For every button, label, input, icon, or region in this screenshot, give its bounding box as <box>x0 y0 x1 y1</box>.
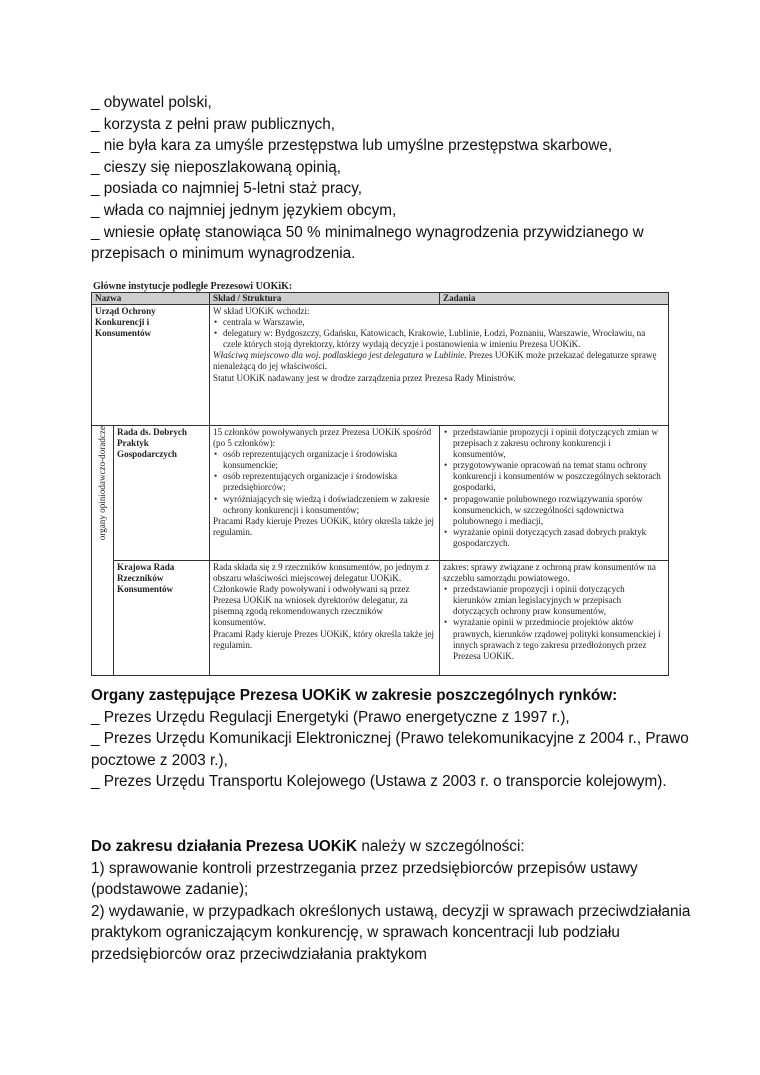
table-header-row <box>92 293 669 305</box>
replacement-organs-section <box>91 685 701 793</box>
list-item: • osób reprezentujących organizacje i środowiska przedsiębiorców; <box>223 471 436 493</box>
header-sklad: Skład / Struktura <box>210 293 440 305</box>
list-item: • przedstawianie propozycji i opinii dotyczących kierunków zmian legislacyjnych w przepisach dotyczących ochrony praw konsumentów, <box>453 584 665 617</box>
uokik-institutions-table <box>91 281 668 678</box>
rada-name: Rada ds. Dobrych Praktyk Gospodarczych <box>114 426 210 561</box>
krajowa-name: Krajowa Rada Rzeczników Konsumentów <box>114 561 210 676</box>
table-row <box>92 426 669 561</box>
list-item: • przedstawianie propozycji i opinii dotyczących zmian w przepisach z zakresu ochrony konkurencji i konsumentów, <box>453 427 665 460</box>
urzad-note-rest: Prezes UOKiK może przekazać delegaturze sprawę nienależącą do jej właściwości. <box>213 350 657 372</box>
group-label-cell <box>92 426 114 676</box>
krajowa-structure <box>210 561 440 676</box>
krajowa-task-list <box>443 584 665 662</box>
rada-task-list <box>443 427 665 549</box>
table-row <box>92 561 669 676</box>
requirement-line: _ włada co najmniej jednym językiem obcym, <box>91 201 397 219</box>
section-heading: Organy zastępujące Prezesa UOKiK w zakresie poszczególnych rynków: <box>91 687 618 704</box>
requirement-line: _ wniesie opłatę stanowiąca 50 % minimalnego wynagrodzenia przywidzianego w przepisach o minimum wynagrodzenia. <box>91 223 644 263</box>
list-item: • wyrażanie opinii dotyczących zasad dobrych praktyk gospodarczych. <box>453 527 665 549</box>
list-item: • wyrażanie opinii w przedmiocie projektów aktów prawnych, kierunków rządowej polityki konsumenckiej i innych sprawach z tego zakresu przedłożonych przez Prezesa UOKiK. <box>453 617 665 661</box>
table-row <box>92 305 669 426</box>
institutions-table <box>91 292 669 676</box>
section-heading-bold: Do zakresu działania Prezesa UOKiK <box>91 838 358 855</box>
urzad-name: Urząd Ochrony Konkurencji i Konsumentów <box>92 305 210 426</box>
requirement-line: _ korzysta z pełni praw publicznych, <box>91 115 336 133</box>
urzad-note <box>213 350 665 372</box>
scope-item: 1) sprawowanie kontroli przestrzegania przez przedsiębiorców przepisów ustawy (podstawowe zadanie); <box>91 859 638 899</box>
section-heading <box>91 836 701 858</box>
organ-line: _ Prezes Urzędu Regulacji Energetyki (Prawo energetyczne z 1997 r.), <box>91 708 570 726</box>
scope-item: 2) wydawanie, w przypadkach określonych ustawą, decyzji w sprawach przeciwdziałania praktykom ograniczającym konkurencję, w sprawach koncentracji lub podziału przedsiębiorców oraz przeciwdziałania praktykom <box>91 902 691 963</box>
requirement-line: _ posiada co najmniej 5-letni staż pracy, <box>91 180 362 198</box>
list-item: • centrala w Warszawie, <box>223 317 665 328</box>
list-item: • propagowanie polubownego rozwiązywania sporów konsumenckich, w szczególności sądownictwa polubownego i mediacji, <box>453 494 665 527</box>
krajowa-tasks <box>440 561 669 676</box>
table-caption: Główne instytucje podległe Prezesowi UOKiK: <box>93 281 293 292</box>
list-item: • osób reprezentujących organizacje i środowiska konsumenckie; <box>223 449 436 471</box>
urzad-bullets <box>213 317 665 350</box>
requirement-line: _ nie była kara za umyśle przestępstwa lub umyślne przestępstwa skarbowe, <box>91 137 613 155</box>
krajowa-footer: Pracami Rady kieruje Prezes UOKiK, który określa także jej regulamin. <box>213 628 434 650</box>
rada-intro: 15 członków powoływanych przez Prezesa UOKiK spośród (po 5 członków): <box>213 427 432 449</box>
list-item: • delegatury w: Bydgoszczy, Gdańsku, Katowicach, Krakowie, Lublinie, Łodzi, Poznaniu, Warszawie, Wrocławiu, na czele których stoją dyrektorzy, którzy wydają decyzje i postanowienia w imieniu Prezesa UOKiK. <box>223 328 665 350</box>
list-item: • wyróżniających się wiedzą i doświadczeniem w zakresie ochrony konkurencji i konsumentów; <box>223 494 436 516</box>
group-label: organy opiniodawczo-doradcze <box>96 426 107 541</box>
section-heading-rest: należy w szczególności: <box>357 838 525 855</box>
requirements-list <box>91 92 691 265</box>
header-nazwa: Nazwa <box>92 293 210 305</box>
president-scope-section <box>91 836 701 966</box>
header-zadania: Zadania <box>440 293 669 305</box>
krajowa-tasks-intro: zakres: sprawy związane z ochroną praw konsumentów na szczeblu samorządu powiatowego. <box>443 562 656 584</box>
organ-line: _ Prezes Urzędu Transportu Kolejowego (Ustawa z 2003 r. o transporcie kolejowym). <box>91 773 667 791</box>
rada-structure <box>210 426 440 561</box>
krajowa-text: Rada składa się z 9 rzeczników konsumentów, po jednym z obszaru właściwości miejscowej delegatur UOKiK. Członkowie Rady powoływani i odwoływani są przez Prezesa UOKiK na wniosek dyrektorów delegatur, za pisemną zgodą rekomendowanych rzeczników konsumentów. <box>213 562 430 628</box>
urzad-intro: W skład UOKiK wchodzi: <box>213 306 310 316</box>
organ-line: _ Prezes Urzędu Komunikacji Elektronicznej (Prawo telekomunikacyjne z 2004 r., Prawo pocztowe z 2003 r.), <box>91 730 689 769</box>
urzad-italic-note: Właściwą miejscowo dla woj. podlaskiego jest delegatura w Lublinie. <box>213 350 467 361</box>
list-item: • przygotowywanie opracowań na temat stanu ochrony konkurencji i konsumentów w poszczególnych sektorach gospodarki, <box>453 460 665 493</box>
urzad-statut: Statut UOKiK nadawany jest w drodze zarządzenia przez Prezesa Rady Ministrów. <box>213 372 516 383</box>
rada-bullets <box>213 449 436 516</box>
rada-footer: Pracami Rady kieruje Prezes UOKiK, który określa także jej regulamin. <box>213 515 434 537</box>
urzad-structure <box>210 305 669 426</box>
requirement-line: _ obywatel polski, <box>91 94 212 111</box>
requirement-line: _ cieszy się nieposzlakowaną opinią, <box>91 158 341 176</box>
rada-tasks <box>440 426 669 561</box>
